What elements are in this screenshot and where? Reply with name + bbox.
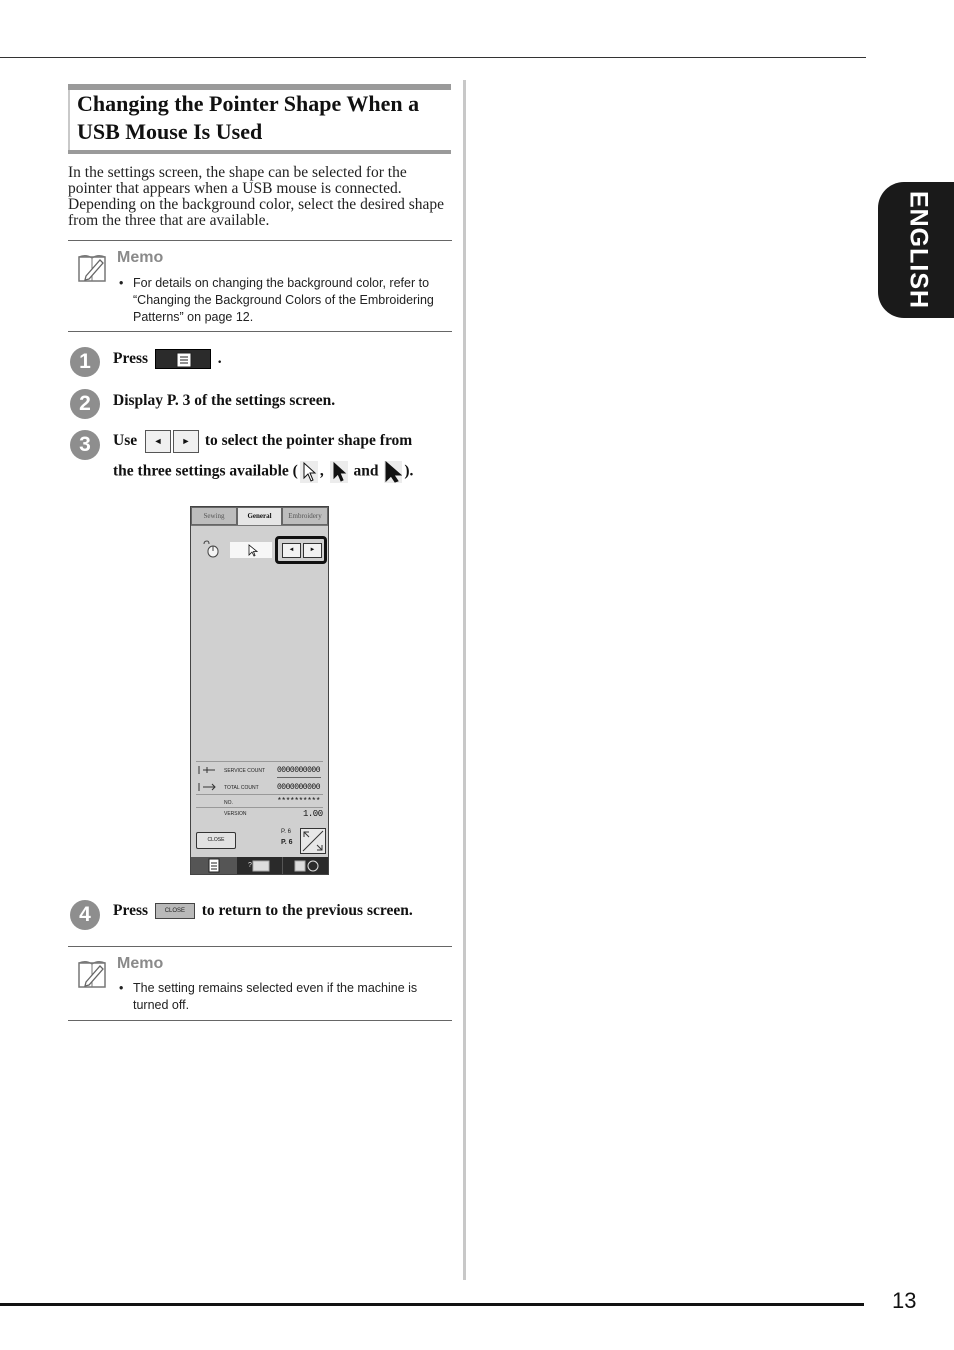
machine-number-label: NO. [224, 800, 233, 806]
step-text-after: to return to the previous screen. [201, 902, 413, 919]
step-1 [68, 347, 458, 381]
total-count-label: TOTAL COUNT [224, 785, 259, 791]
step-text-line2-before: the three settings available ( [113, 462, 298, 480]
step-number: 4 [70, 900, 100, 930]
tab-embroidery[interactable]: Embroidery [282, 507, 328, 525]
language-tab-label: ENGLISH [904, 190, 933, 310]
pointer-outline-icon [248, 544, 258, 557]
page-indicator-current: P. 6 [281, 829, 291, 835]
step-text: Display P. 3 of the settings screen. [113, 392, 336, 409]
memo-box [68, 946, 452, 1021]
service-count-label: SERVICE COUNT [224, 768, 266, 774]
step-text-before: Press [113, 350, 149, 367]
divider [196, 761, 323, 762]
service-count-value: 0000000000 [277, 766, 321, 775]
memo-title: Memo [117, 955, 164, 972]
footer-help-button[interactable] [236, 857, 282, 874]
screen-footer [191, 857, 328, 874]
step-text-mid: to select the pointer shape from [204, 432, 413, 450]
right-arrow-button[interactable]: ► [173, 430, 199, 453]
page-title: Changing the Pointer Shape When a USB Mouse Is Used [77, 91, 420, 144]
highlight-arrow-buttons [275, 536, 327, 564]
step-text-after: . [217, 350, 222, 367]
memo-title: Memo [117, 249, 164, 266]
screen-close-button[interactable]: CLOSE [196, 832, 236, 849]
memo-icon [78, 960, 108, 988]
divider [196, 807, 323, 808]
pointer-outline-icon [300, 461, 318, 483]
thread-icon [283, 857, 329, 874]
step-3 [68, 430, 458, 490]
section-heading [68, 84, 451, 154]
step-text-line2-after: ). [404, 462, 414, 480]
memo-bullet-text: The setting remains selected even if the machine is turned off. [133, 981, 418, 1012]
screen-right-arrow-button[interactable]: ► [303, 543, 322, 558]
settings-list-icon [192, 857, 237, 874]
top-rule [0, 57, 866, 58]
divider [277, 777, 321, 778]
page-indicator-total: P. 6 [281, 839, 293, 846]
step-2 [68, 389, 458, 423]
screen-left-arrow-button[interactable]: ◄ [282, 543, 301, 558]
footer-settings-button[interactable] [191, 857, 236, 874]
intro-paragraph: In the settings screen, the shape can be selected for the pointer that appears when a USB mouse is connected. Depending on the background color, select the desired shape from the three that are available. [68, 164, 444, 229]
step-text [113, 901, 413, 921]
divider [196, 794, 323, 795]
memo-bullet-text: For details on changing the background color, refer to “Changing the Background Colors of the Embroidering Patterns” on page 12. [133, 276, 434, 324]
memo-bullet: • [119, 276, 124, 290]
needle-total-icon [197, 783, 217, 791]
step-text [113, 349, 222, 369]
step-number: 1 [70, 347, 100, 377]
version-value: 1.00 [303, 809, 323, 819]
settings-button[interactable] [155, 349, 211, 369]
help-machine-icon [237, 857, 283, 874]
memo-icon [78, 254, 108, 282]
language-tab [878, 182, 954, 318]
version-label: VERSION [224, 811, 247, 817]
pointer-black-large-icon [384, 461, 402, 483]
page-number: 13 [892, 1288, 917, 1313]
footer-thread-button[interactable] [282, 857, 328, 874]
page-turn-icon [301, 829, 325, 853]
pointer-black-small-icon [330, 461, 348, 483]
svg-text:?: ? [248, 862, 252, 869]
memo-box [68, 240, 452, 332]
total-count-value: 0000000000 [277, 783, 321, 792]
memo-text [119, 275, 449, 326]
bottom-rule [0, 1303, 864, 1306]
step-and: and [353, 462, 379, 480]
needle-service-icon [197, 766, 217, 774]
page-turn-button[interactable] [300, 828, 326, 854]
column-divider [463, 80, 466, 1280]
settings-list-icon [156, 350, 212, 370]
heading-left-bar [68, 90, 70, 150]
left-arrow-button[interactable]: ◄ [145, 430, 171, 453]
pointer-preview [230, 542, 272, 558]
memo-text [119, 980, 449, 1014]
settings-screen-illustration [190, 506, 329, 875]
machine-number-value: ********** [277, 797, 321, 806]
step-text-line2 [113, 461, 413, 483]
memo-bullet: • [119, 981, 124, 995]
step-number: 2 [70, 389, 100, 419]
tab-general[interactable]: General [237, 507, 282, 525]
screen-tabs [191, 507, 328, 525]
screen-body [191, 525, 328, 857]
tab-sewing[interactable]: Sewing [191, 507, 237, 525]
close-button[interactable]: CLOSE [155, 903, 195, 919]
heading-bottom-bar [68, 150, 451, 154]
step-comma: , [319, 462, 324, 480]
step-4 [68, 900, 458, 934]
step-text-line1 [113, 430, 412, 453]
step-text-before: Use [113, 432, 138, 450]
mouse-icon [201, 540, 221, 558]
step-number: 3 [70, 430, 100, 460]
step-text-before: Press [113, 902, 149, 919]
